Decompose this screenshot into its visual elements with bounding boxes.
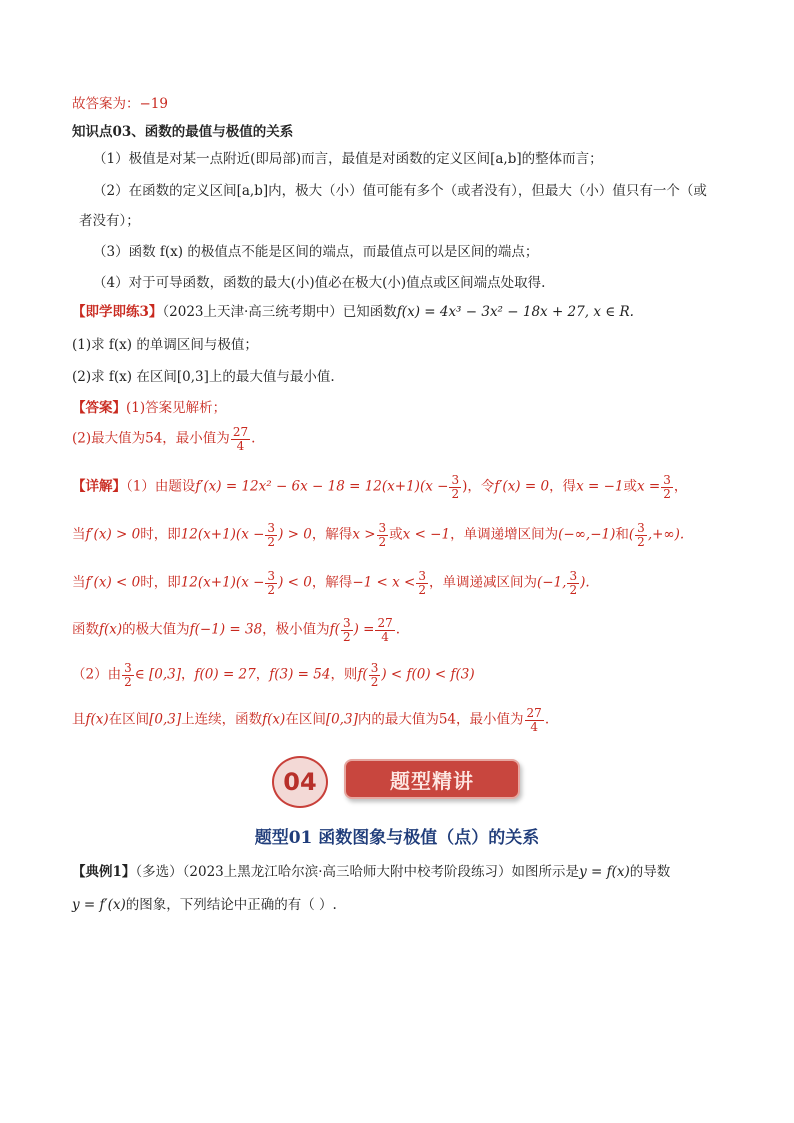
practice-3-part-2: (2)求 f(x) 在区间[0,3]上的最大值与最小值. bbox=[72, 369, 335, 385]
knowledge-item-2: （2）在函数的定义区间[a,b]内，极大（小）值可能有多个（或者没有），但最大（小）值只有一个（或 bbox=[93, 183, 707, 199]
detail-tag-label: 【详解】 bbox=[72, 478, 126, 495]
section-banner-label: 题型精讲 bbox=[344, 759, 520, 799]
detail-line-3: 当f′(x) < 0时，即12(x+1)(x − $\frac{3}{2}$ ) < 0，解得−1 < x < $\frac{3}{2}$ ，单调递减区间为(−1, $\frac{3}{2}$ ). bbox=[72, 569, 590, 597]
practice-3-source: （2023上天津·高三统考期中）已知函数 bbox=[162, 304, 397, 320]
detail-line-2: 当f′(x) > 0时，即12(x+1)(x − $\frac{3}{2}$ ) > 0，解得x > $\frac{3}{2}$ 或x < −1，单调递增区间为(−∞,−1)和( $\frac{3}{2}$ ,+∞). bbox=[72, 521, 685, 549]
knowledge-item-3: （3）函数 f(x) 的极值点不能是区间的端点，而最值点可以是区间的端点； bbox=[93, 244, 539, 260]
knowledge-item-4: （4）对于可导函数，函数的最大(小)值必在极大(小)值点或区间端点处取得. bbox=[93, 275, 546, 291]
section-banner bbox=[272, 756, 524, 810]
section-number-badge: 04 bbox=[272, 756, 328, 808]
detail-line-4: 函数f(x)的极大值为f(−1) = 38，极小值为f( $\frac{3}{2}$ ) = $\frac{27}{4}$ . bbox=[72, 616, 401, 644]
section-title: 题型01 函数图象与极值（点）的关系 bbox=[254, 828, 540, 848]
detail-line-1: 【详解】（1）由题设f′(x) = 12x² − 6x − 18 = 12(x+1)(x − $\frac{3}{2}$ )，令f′(x) = 0，得x = −1或x = $\frac{3}{2}$ ， bbox=[72, 473, 688, 501]
answer-line-1 bbox=[72, 400, 226, 417]
answer-tag: 【答案】 bbox=[72, 400, 126, 416]
knowledge-item-1: （1）极值是对某一点附近(即局部)而言，最值是对函数的定义区间[a,b]的整体而言； bbox=[93, 151, 603, 167]
previous-answer: 故答案为：−19 bbox=[72, 96, 168, 112]
example-1-line-1: 【典例1】（多选）（2023上黑龙江哈尔滨·高三哈师大附中校考阶段练习）如图所示是y = f(x)的导数 bbox=[72, 864, 671, 880]
practice-3-part-1: (1)求 f(x) 的单调区间与极值； bbox=[72, 337, 258, 353]
knowledge-item-2-cont: 者没有）； bbox=[79, 213, 140, 229]
detail-line-5: （2）由 $\frac{3}{2}$ ∈ [0,3]，f(0) = 27，f(3) = 54，则f( $\frac{3}{2}$ ) < f(0) < f(3) bbox=[72, 661, 475, 689]
practice-3-question bbox=[72, 304, 634, 321]
practice-3-tag: 【即学即练3】 bbox=[72, 304, 163, 320]
answer-part-1: (1)答案见解析； bbox=[126, 400, 227, 416]
practice-3-function: f(x) = 4x³ − 3x² − 18x + 27, x ∈ R. bbox=[396, 304, 634, 320]
example-1-line-2: y = f′(x)的图象，下列结论中正确的有（ ）. bbox=[72, 897, 337, 913]
answer-part-2: (2)最大值为54，最小值为 bbox=[72, 430, 230, 447]
example-1-tag: 【典例1】 bbox=[72, 864, 136, 880]
detail-line-6: 且f(x)在区间[0,3]上连续，函数f(x)在区间[0,3]内的最大值为54，最小值为 $\frac{27}{4}$ . bbox=[72, 706, 550, 734]
knowledge-point-title: 知识点03、函数的最值与极值的关系 bbox=[72, 124, 294, 140]
fraction-27-4: $\frac{27}{4}$ bbox=[232, 425, 249, 453]
answer-line-2: (2)最大值为54，最小值为 $\frac{27}{4}$ . bbox=[72, 425, 256, 453]
